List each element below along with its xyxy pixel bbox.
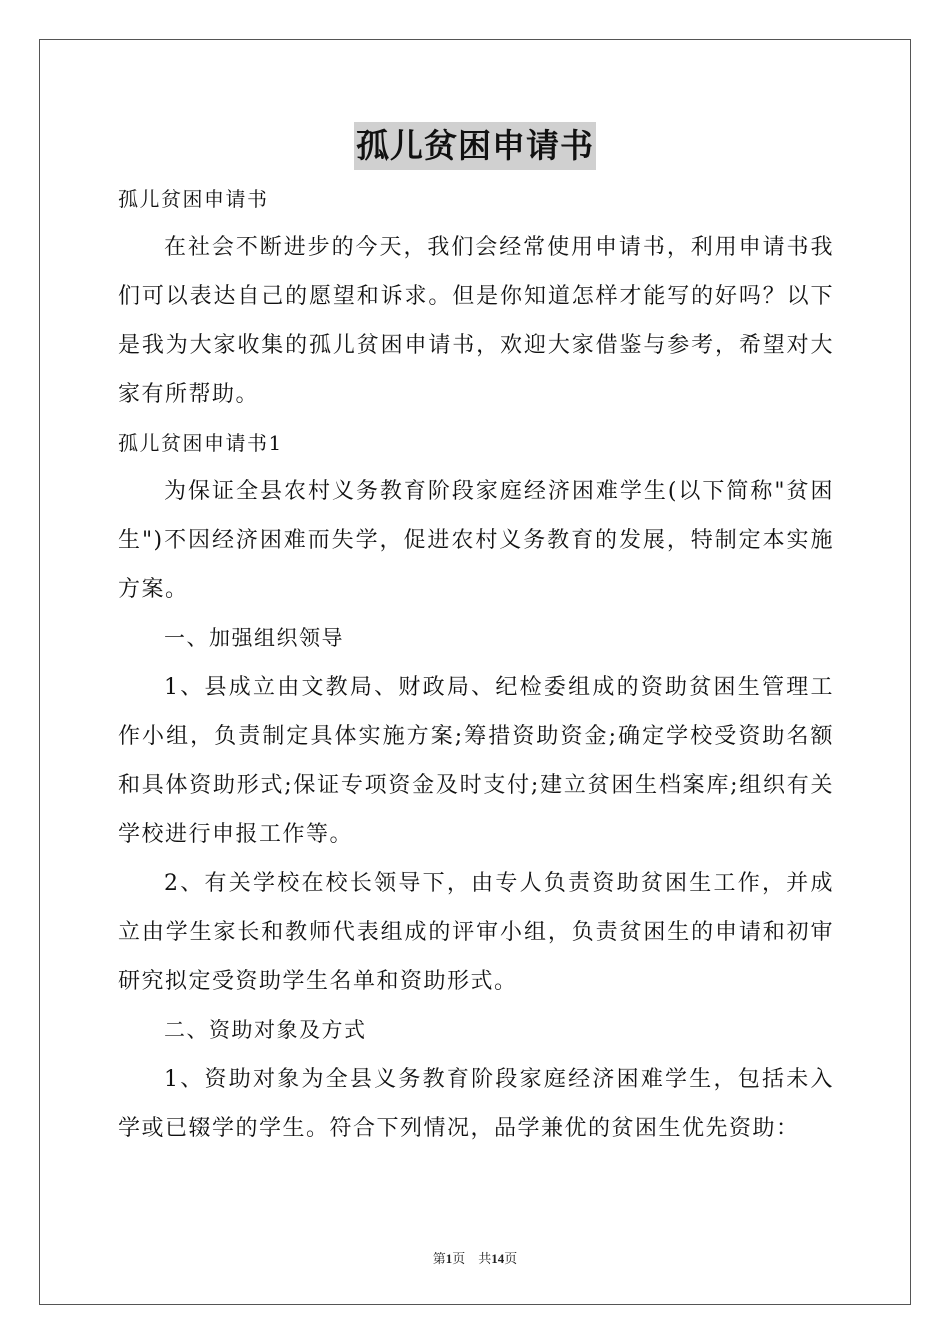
paragraph-section-title: 孤儿贫困申请书1 (118, 431, 283, 455)
paragraph-subheading-2: 二、资助对象及方式 (164, 1018, 367, 1042)
title-container (0, 122, 950, 170)
paragraph-item-1: 1、县成立由文教局、财政局、纪检委组成的资助贫困生管理工作小组，负责制定具体实施方案;筹措资助资金;确定学校受资助名额和具体资助形式;保证专项资金及时支付;建立贫困生档案库;组织有关学校进行申报工作等。 (118, 675, 834, 847)
footer-page-number: 1 (445, 1251, 453, 1266)
document-title: 孤儿贫困申请书 (354, 122, 596, 170)
footer-suffix: 页 (504, 1251, 518, 1266)
paragraph-purpose: 为保证全县农村义务教育阶段家庭经济困难学生(以下简称"贫困生")不因经济困难而失学，促进农村义务教育的发展，特制定本实施方案。 (118, 479, 834, 602)
page-footer (0, 1248, 950, 1267)
footer-middle: 页 共 (452, 1251, 492, 1266)
paragraph-item-2: 2、有关学校在校长领导下，由专人负责资助贫困生工作，并成立由学生家长和教师代表组成的评审小组，负责贫困生的申请和初审研究拟定受资助学生名单和资助形式。 (118, 871, 834, 994)
paragraph-intro: 在社会不断进步的今天，我们会经常使用申请书，利用申请书我们可以表达自己的愿望和诉求。但是你知道怎样才能写的好吗？以下是我为大家收集的孤儿贫困申请书，欢迎大家借鉴与参考，希望对大家有所帮助。 (118, 235, 834, 407)
paragraph-subheading-1: 一、加强组织领导 (164, 626, 344, 650)
paragraph-item-3: 1、资助对象为全县义务教育阶段家庭经济困难学生，包括未入学或已辍学的学生。符合下列情况，品学兼优的贫困生优先资助： (118, 1067, 834, 1141)
paragraph-heading: 孤儿贫困申请书 (118, 187, 269, 211)
footer-prefix: 第 (432, 1251, 446, 1266)
footer-total-pages: 14 (491, 1251, 505, 1266)
document-body (118, 175, 834, 1153)
